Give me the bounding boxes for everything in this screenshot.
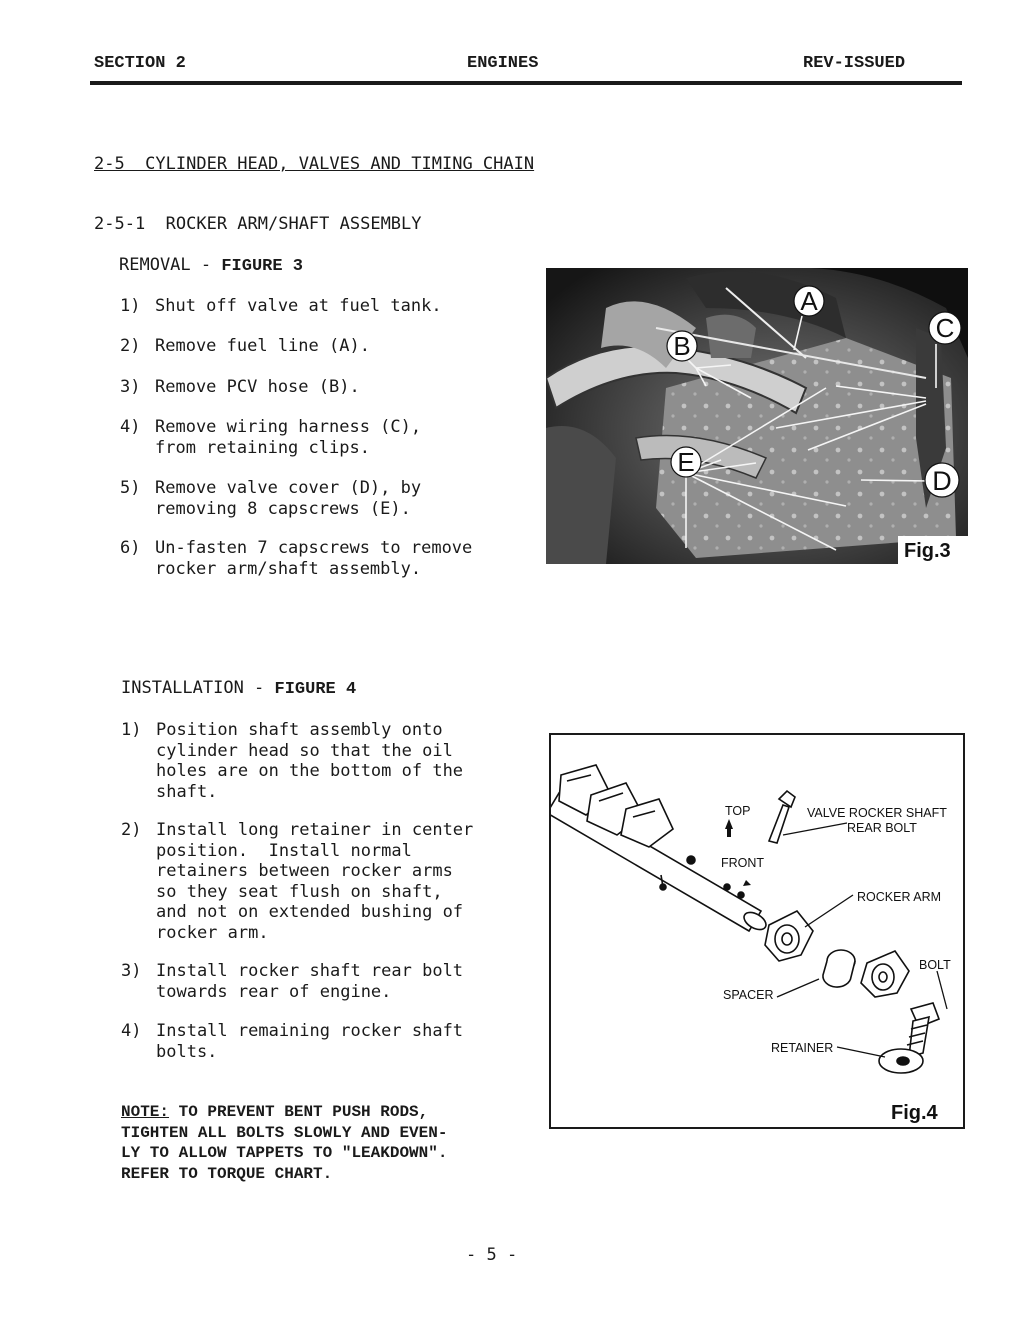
step-line: Remove fuel line (A). <box>155 336 370 356</box>
step-line: Un-fasten 7 capscrews to remove <box>155 538 473 558</box>
step-line: Remove PCV hose (B). <box>155 377 360 397</box>
step-line: bolts. <box>156 1041 218 1062</box>
step-line: cylinder head so that the oil <box>156 740 453 761</box>
step-line: rocker arm/shaft assembly. <box>155 558 422 579</box>
callout-a-label: A <box>800 286 818 316</box>
step-line: rocker arm. <box>156 922 269 943</box>
step-line: Install remaining rocker shaft <box>156 1021 464 1041</box>
removal-heading <box>119 255 303 278</box>
step-number: 1) <box>120 296 141 316</box>
step-line: Remove wiring harness (C), <box>155 417 422 437</box>
header-revision: REV-ISSUED <box>803 54 906 73</box>
step-line: Position shaft assembly onto <box>156 720 443 740</box>
torque-note <box>121 1102 531 1184</box>
step-number: 6) <box>120 538 141 558</box>
callout-d-label: D <box>932 466 952 496</box>
step-line: so they seat flush on shaft, <box>156 881 443 902</box>
header-section: SECTION 2 <box>94 54 186 73</box>
step-number: 4) <box>121 1021 142 1041</box>
step-number: 2) <box>121 820 142 840</box>
step-line: Install long retainer in center <box>156 820 474 840</box>
figure-3-photo <box>546 268 968 564</box>
step-line: holes are on the bottom of the <box>156 761 464 781</box>
label-bolt: BOLT <box>919 958 951 972</box>
step-number: 4) <box>120 417 141 437</box>
label-rear-bolt: REAR BOLT <box>847 821 917 835</box>
installation-figure-ref: FIGURE 4 <box>274 680 357 699</box>
callout-c-label: C <box>935 313 955 343</box>
page-number: - 5 - <box>466 1245 518 1265</box>
note-label: NOTE: <box>121 1103 170 1121</box>
step-number: 1) <box>121 720 142 740</box>
header-title: ENGINES <box>467 54 539 73</box>
step-line: shaft. <box>156 781 218 802</box>
removal-heading-prefix: REMOVAL - <box>119 255 222 275</box>
callout-e-label: E <box>677 447 695 477</box>
figure-4-diagram <box>549 733 965 1129</box>
callout-b-label: B <box>673 331 691 361</box>
label-top: TOP <box>725 804 751 818</box>
label-front: FRONT <box>721 856 765 870</box>
step-line: Remove valve cover (D), by <box>155 478 422 498</box>
installation-heading-prefix: INSTALLATION - <box>121 678 275 698</box>
step-line: from retaining clips. <box>155 437 370 458</box>
header-rule <box>90 81 962 85</box>
note-text: TO PREVENT BENT PUSH RODS, TIGHTEN ALL BOLTS SLOWLY AND EVEN- LY TO ALLOW TAPPETS TO "LEAKDOWN". REFER TO TORQUE CHART. <box>121 1103 448 1183</box>
step-line: retainers between rocker arms <box>156 861 453 881</box>
figure-4-caption: Fig.4 <box>891 1102 938 1124</box>
engine-photo-illustration <box>546 268 968 564</box>
step-line: Shut off valve at fuel tank. <box>155 296 442 316</box>
step-line: towards rear of engine. <box>156 981 392 1002</box>
label-spacer: SPACER <box>723 988 774 1002</box>
step-number: 3) <box>121 961 142 981</box>
step-number: 2) <box>120 336 141 356</box>
label-retainer: RETAINER <box>771 1041 834 1055</box>
step-line: removing 8 capscrews (E). <box>155 498 411 519</box>
step-line: and not on extended bushing of <box>156 902 464 922</box>
label-rocker-arm: ROCKER ARM <box>857 890 942 904</box>
section-title: 2-5 CYLINDER HEAD, VALVES AND TIMING CHAIN <box>94 154 535 174</box>
figure-3-caption: Fig.3 <box>904 540 951 562</box>
removal-figure-ref: FIGURE 3 <box>221 257 303 276</box>
installation-heading <box>121 678 356 701</box>
label-valve-rocker-shaft: VALVE ROCKER SHAFT <box>807 806 947 820</box>
rocker-shaft-exploded-view <box>551 735 963 1127</box>
step-number: 5) <box>120 478 141 498</box>
step-line: position. Install normal <box>156 840 412 861</box>
subsection-title: 2-5-1 ROCKER ARM/SHAFT ASSEMBLY <box>94 214 422 234</box>
step-number: 3) <box>120 377 141 397</box>
step-line: Install rocker shaft rear bolt <box>156 961 464 981</box>
